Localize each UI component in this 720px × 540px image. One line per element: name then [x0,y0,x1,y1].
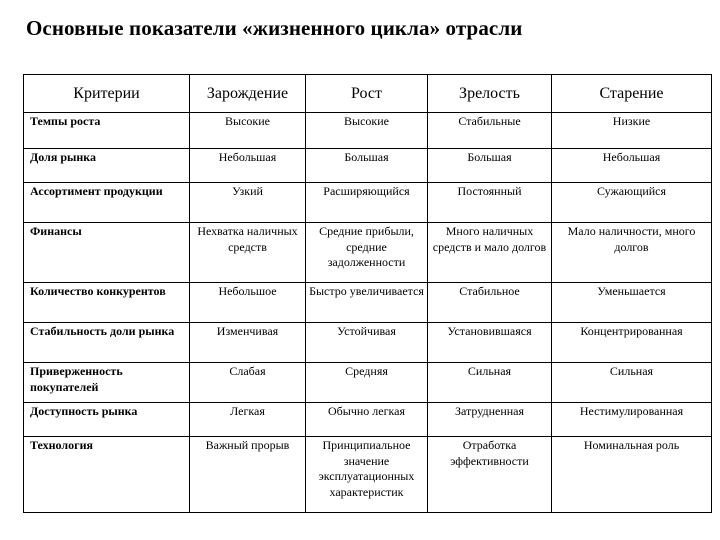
header-maturity: Зрелость [428,75,552,113]
table-cell: Мало наличности, много долгов [552,223,712,283]
table-cell: Сильная [552,363,712,403]
table-cell: Устойчивая [306,323,428,363]
table-cell: Важный прорыв [190,437,306,513]
table-cell: Высокие [306,113,428,149]
table-row [24,113,712,149]
table-cell: Постоянный [428,183,552,223]
header-decline: Старение [552,75,712,113]
table-row [24,323,712,363]
table-cell: Затрудненная [428,403,552,437]
table-row [24,403,712,437]
table-cell: Стабильные [428,113,552,149]
table-cell: Легкая [190,403,306,437]
page-title: Основные показатели «жизненного цикла» отрасли [26,16,523,40]
row-label: Доступность рынка [24,403,190,437]
table-cell: Нестимулированная [552,403,712,437]
table-cell: Сужающийся [552,183,712,223]
row-label: Ассортимент продукции [24,183,190,223]
row-label: Стабильность доли рынка [24,323,190,363]
header-emergence: Зарождение [190,75,306,113]
lifecycle-table [23,74,712,513]
table-cell: Узкий [190,183,306,223]
table-cell: Обычно легкая [306,403,428,437]
table-row [24,149,712,183]
table-cell: Большая [306,149,428,183]
table-row [24,183,712,223]
table-cell: Концентрированная [552,323,712,363]
table-cell: Средние прибыли, средние задолженности [306,223,428,283]
table-cell: Слабая [190,363,306,403]
row-label: Темпы роста [24,113,190,149]
table-cell: Быстро увеличивается [306,283,428,323]
table-row [24,223,712,283]
table-cell: Большая [428,149,552,183]
table-cell: Небольшая [190,149,306,183]
table-row [24,283,712,323]
header-growth: Рост [306,75,428,113]
table-cell: Средняя [306,363,428,403]
header-criteria: Критерии [24,75,190,113]
table-cell: Уменьшается [552,283,712,323]
table-cell: Номинальная роль [552,437,712,513]
row-label: Приверженность покупателей [24,363,190,403]
table-header-row [24,75,712,113]
table-cell: Установившаяся [428,323,552,363]
table-cell: Высокие [190,113,306,149]
table-cell: Изменчивая [190,323,306,363]
table-cell: Стабильное [428,283,552,323]
row-label: Доля рынка [24,149,190,183]
table-cell: Отработка эффективности [428,437,552,513]
table-cell: Расширяющийся [306,183,428,223]
row-label: Финансы [24,223,190,283]
table-cell: Небольшая [552,149,712,183]
table-cell: Сильная [428,363,552,403]
table-cell: Много наличных средств и мало долгов [428,223,552,283]
row-label: Количество конкурентов [24,283,190,323]
table-row [24,437,712,513]
table-cell: Принципиальное значение эксплуатационных характеристик [306,437,428,513]
table-row [24,363,712,403]
row-label: Технология [24,437,190,513]
table-cell: Низкие [552,113,712,149]
table-cell: Небольшое [190,283,306,323]
table-cell: Нехватка наличных средств [190,223,306,283]
